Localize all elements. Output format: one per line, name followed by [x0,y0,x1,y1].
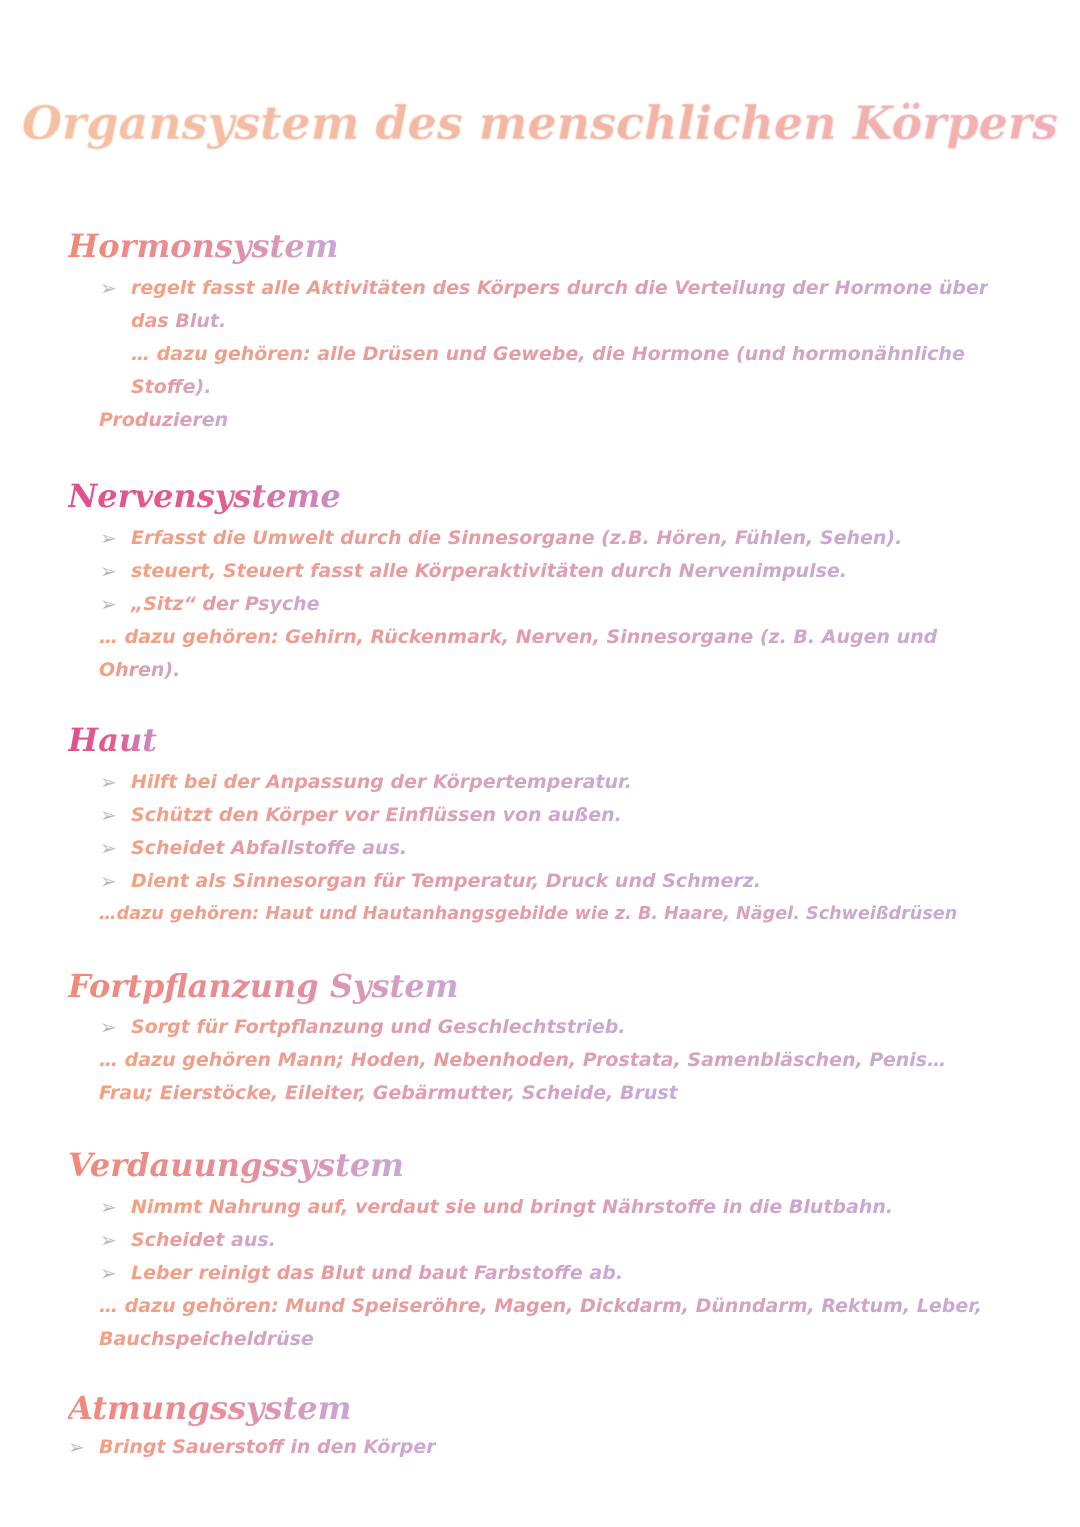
section-heading: Nervensysteme [68,477,341,515]
text-line: „Sitz“ der Psyche [131,588,320,621]
text-line: Bauchspeicheldrüse [99,1323,314,1356]
section-heading: Atmungssystem [68,1389,352,1427]
bullet-arrow-icon: ➢ [100,592,117,616]
bullet-arrow-icon: ➢ [100,869,117,893]
text-line: Sorgt für Fortpflanzung und Geschlechtstrieb. [131,1011,626,1044]
bullet-arrow-icon: ➢ [100,1228,117,1252]
text-line: das Blut. [131,305,226,338]
text-line: Scheidet aus. [131,1224,276,1257]
section-heading: Hormonsystem [68,227,339,265]
section-heading: Verdauungssystem [68,1146,405,1184]
section-heading: Fortpflanzung System [68,967,459,1005]
page-title: Organsystem des menschlichen Körpers [0,96,1080,150]
text-line: Leber reinigt das Blut und baut Farbstoffe ab. [131,1257,623,1290]
text-line: …dazu gehören: Haut und Hautanhangsgebilde wie z. B. Haare, Nägel. Schweißdrüsen [99,898,957,931]
bullet-arrow-icon: ➢ [100,1195,117,1219]
bullet-arrow-icon: ➢ [100,770,117,794]
text-line: regelt fasst alle Aktivitäten des Körpers durch die Verteilung der Hormone über [131,272,988,305]
bullet-arrow-icon: ➢ [100,1261,117,1285]
text-line: Produzieren [99,404,228,437]
text-line: Frau; Eierstöcke, Eileiter, Gebärmutter, Scheide, Brust [99,1077,678,1110]
bullet-arrow-icon: ➢ [100,526,117,550]
bullet-arrow-icon: ➢ [100,836,117,860]
text-line: Scheidet Abfallstoffe aus. [131,832,407,865]
bullet-arrow-icon: ➢ [100,559,117,583]
text-line: Erfasst die Umwelt durch die Sinnesorgane (z.B. Hören, Fühlen, Sehen). [131,522,902,555]
bullet-arrow-icon: ➢ [100,1015,117,1039]
bullet-arrow-icon: ➢ [68,1435,85,1459]
text-line: … dazu gehören: alle Drüsen und Gewebe, die Hormone (und hormonähnliche [131,338,965,371]
text-line: Nimmt Nahrung auf, verdaut sie und bringt Nährstoffe in die Blutbahn. [131,1191,893,1224]
bullet-arrow-icon: ➢ [100,803,117,827]
text-line: Dient als Sinnesorgan für Temperatur, Druck und Schmerz. [131,865,761,898]
text-line: Stoffe). [131,371,211,404]
text-line: Hilft bei der Anpassung der Körpertemperatur. [131,766,632,799]
text-line: Schützt den Körper vor Einflüssen von außen. [131,799,622,832]
text-line: steuert, Steuert fasst alle Körperaktivitäten durch Nervenimpulse. [131,555,847,588]
bullet-arrow-icon: ➢ [100,276,117,300]
text-line: … dazu gehören: Mund Speiseröhre, Magen, Dickdarm, Dünndarm, Rektum, Leber, [99,1290,982,1323]
section-heading: Haut [68,721,158,759]
text-line: … dazu gehören Mann; Hoden, Nebenhoden, Prostata, Samenbläschen, Penis… [99,1044,946,1077]
text-line: … dazu gehören: Gehirn, Rückenmark, Nerven, Sinnesorgane (z. B. Augen und [99,621,937,654]
text-line: Bringt Sauerstoff in den Körper [99,1431,436,1464]
text-line: Ohren). [99,654,180,687]
